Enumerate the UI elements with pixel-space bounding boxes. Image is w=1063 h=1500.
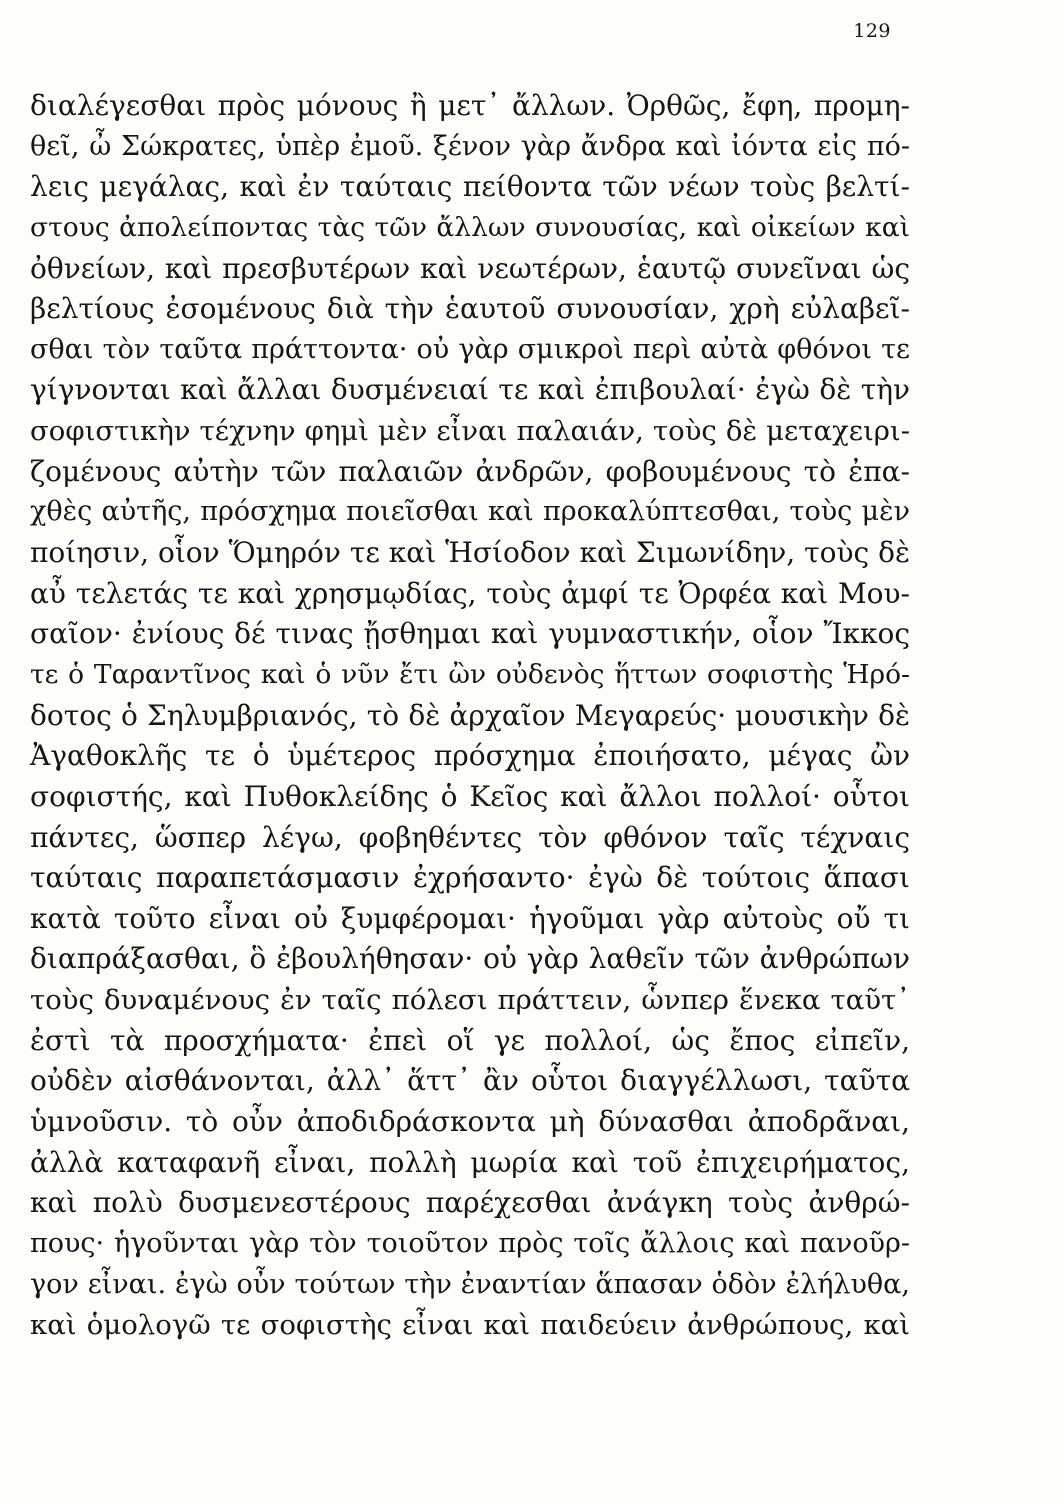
text-line: καὶ ὁμολογῶ τε σοφιστὴς εἶναι καὶ παιδεύειν ἀνθρώπους, καὶ xyxy=(30,1309,910,1342)
text-line: χθὲς αὐτῆς, πρόσχημα ποιεῖσθαι καὶ προκαλύπτεσθαι, τοὺς μὲν xyxy=(30,496,910,528)
text-line: ποίησιν, οἷον Ὅμηρόν τε καὶ Ἡσίοδον καὶ Σιμωνίδην, τοὺς δὲ xyxy=(30,536,910,570)
text-line: γίγνονται καὶ ἄλλαι δυσμένειαί τε καὶ ἐπιβουλαί· ἐγὼ δὲ τὴν xyxy=(30,373,910,407)
text-line: ἀλλὰ καταφανῆ εἶναι, πολλὴ μωρία καὶ τοῦ ἐπιχειρήματος, xyxy=(30,1145,910,1179)
text-line: τοὺς δυναμένους ἐν ταῖς πόλεσι πράττειν, ὧνπερ ἕνεκα ταῦτ᾽ xyxy=(30,984,910,1017)
text-line: πους· ἡγοῦνται γὰρ τὸν τοιοῦτον πρὸς τοῖς ἄλλοις καὶ πανοῦρ- xyxy=(30,1227,910,1259)
text-line: γον εἶναι. ἐγὼ οὖν τούτων τὴν ἐναντίαν ἅπασαν ὁδὸν ἐλήλυθα, xyxy=(30,1268,910,1300)
text-line: ὑμνοῦσιν. τὸ οὖν ἀποδιδράσκοντα μὴ δύνασθαι ἀποδρᾶναι, xyxy=(30,1105,910,1139)
text-line: αὖ τελετάς τε καὶ χρησμῳδίας, τοὺς ἀμφί τε Ὀρφέα καὶ Μου- xyxy=(30,576,910,610)
text-line: κατὰ τοῦτο εἶναι οὐ ξυμφέρομαι· ἡγοῦμαι γὰρ αὐτοὺς οὔ τι xyxy=(30,901,910,935)
text-line: λεις μεγάλας, καὶ ἐν ταύταις πείθοντα τῶν νέων τοὺς βελτί- xyxy=(30,170,910,204)
page-number: 129 xyxy=(853,20,891,42)
text-line: ταύταις παραπετάσμασιν ἐχρήσαντο· ἐγὼ δὲ τούτοις ἅπασι xyxy=(30,861,910,895)
text-line: ἐστὶ τὰ προσχήματα· ἐπεὶ οἵ γε πολλοί, ὡς ἔπος εἰπεῖν, xyxy=(30,1023,910,1057)
text-line: σθαι τὸν ταῦτα πράττοντα· οὐ γὰρ σμικροὶ περὶ αὐτὰ φθόνοι τε xyxy=(30,333,910,365)
text-line: σαῖον· ἐνίους δέ τινας ᾔσθημαι καὶ γυμναστικήν, οἷον Ἴκκος xyxy=(30,617,910,651)
text-line: δοτος ὁ Σηλυμβριανός, τὸ δὲ ἀρχαῖον Μεγαρεύς· μουσικὴν δὲ xyxy=(30,698,910,732)
body-text xyxy=(30,86,910,1346)
text-line: θεῖ, ὦ Σώκρατες, ὑπὲρ ἐμοῦ. ξένον γὰρ ἄνδρα καὶ ἰόντα εἰς πό- xyxy=(30,130,910,162)
text-line: Ἀγαθοκλῆς τε ὁ ὑμέτερος πρόσχημα ἐποιήσατο, μέγας ὢν xyxy=(30,739,910,773)
text-line: τε ὁ Ταραντῖνος καὶ ὁ νῦν ἔτι ὢν οὐδενὸς ἥττων σοφιστὴς Ἡρό- xyxy=(30,658,910,690)
text-line: πάντες, ὥσπερ λέγω, φοβηθέντες τὸν φθόνον ταῖς τέχναις xyxy=(30,820,910,854)
text-line: ὀθνείων, καὶ πρεσβυτέρων καὶ νεωτέρων, ἑαυτῷ συνεῖναι ὡς xyxy=(30,251,910,285)
text-line: ζομένους αὐτὴν τῶν παλαιῶν ἀνδρῶν, φοβουμένους τὸ ἐπα- xyxy=(30,454,910,488)
text-line: σοφιστικὴν τέχνην φημὶ μὲν εἶναι παλαιάν, τοὺς δὲ μεταχειρι- xyxy=(30,415,910,448)
text-line: διαπράξασθαι, ὃ ἐβουλήθησαν· οὐ γὰρ λαθεῖν τῶν ἀνθρώπων xyxy=(30,942,910,976)
text-line: διαλέγεσθαι πρὸς μόνους ἢ μετ᾽ ἄλλων. Ὀρθῶς, ἔφη, προμη- xyxy=(30,89,910,122)
text-line: οὐδὲν αἰσθάνονται, ἀλλ᾽ ἅττ᾽ ἂν οὗτοι διαγγέλλωσι, ταῦτα xyxy=(30,1064,910,1098)
text-line: σοφιστής, καὶ Πυθοκλείδης ὁ Κεῖος καὶ ἄλλοι πολλοί· οὗτοι xyxy=(30,779,910,813)
text-line: καὶ πολὺ δυσμενεστέρους παρέχεσθαι ἀνάγκη τοὺς ἀνθρώ- xyxy=(30,1186,910,1220)
text-line: στους ἀπολείποντας τὰς τῶν ἄλλων συνουσίας, καὶ οἰκείων καὶ xyxy=(30,211,910,243)
text-line: βελτίους ἐσομένους διὰ τὴν ἑαυτοῦ συνουσίαν, χρὴ εὐλαβεῖ- xyxy=(30,292,910,326)
